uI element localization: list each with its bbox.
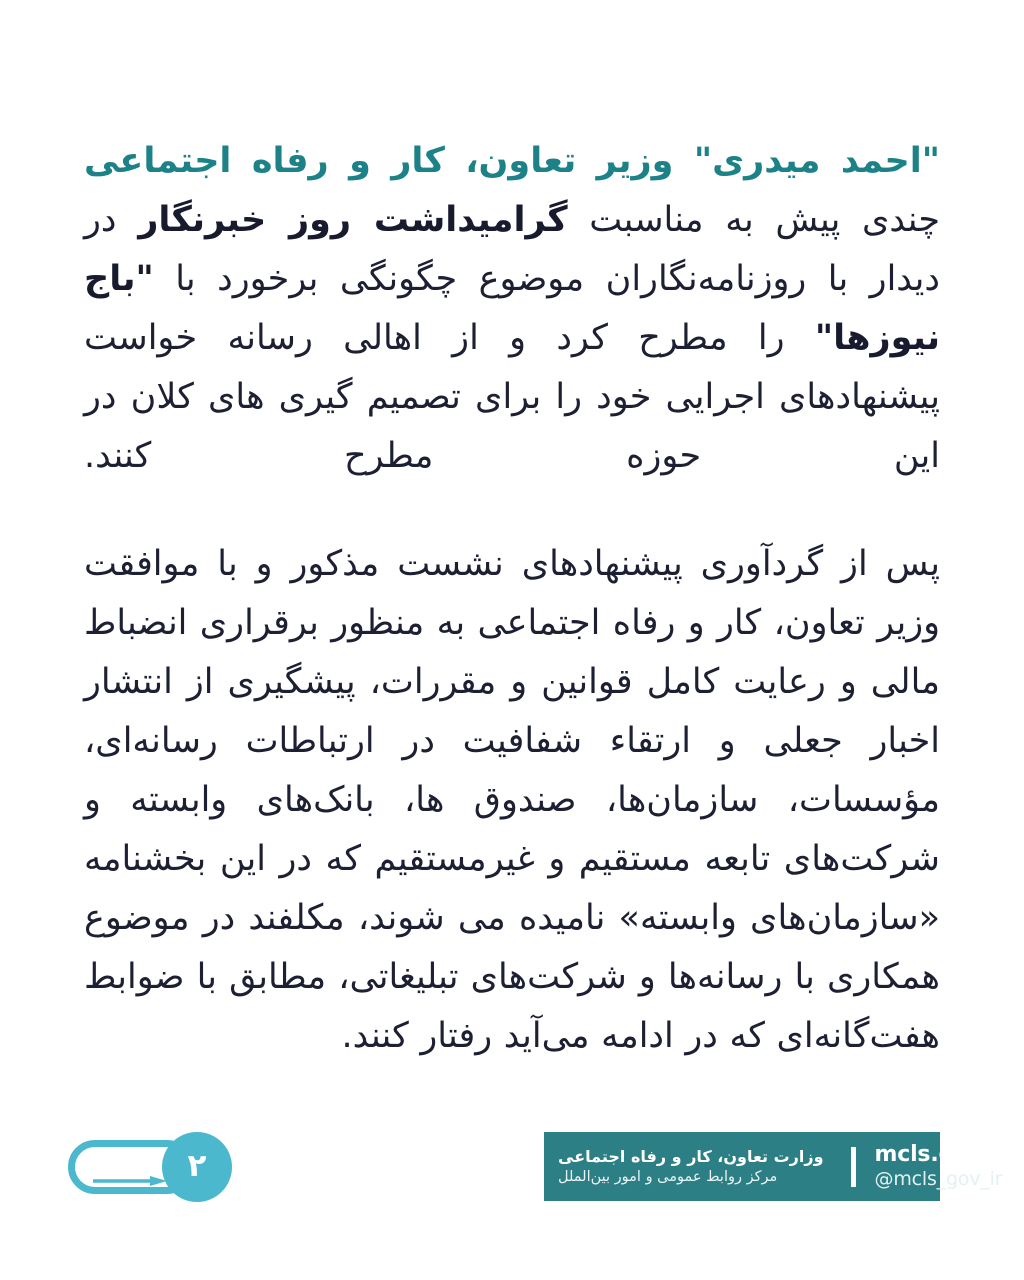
journalist-day-emphasis: گرامیداشت روز خبرنگار [138,200,568,240]
paragraph-1-text-1: چندی پیش به مناسبت [567,200,940,240]
article-body [84,132,940,1066]
page-number-circle [162,1132,232,1202]
paragraph-1 [84,132,940,486]
page-indicator[interactable] [68,1132,228,1202]
ministry-names [558,1148,832,1185]
paragraph-1-text-3: را مطرح کرد و از اهالی رسانه خواست پیشنهادهای اجرایی خود را برای تصمیم گیری های کلان در این حوزه مطرح کنند. [84,318,940,476]
brand-links [875,1143,1008,1189]
paragraph-1-text-2: در دیدار با روزنامه‌نگاران موضوع چگونگی برخورد با [84,200,940,299]
brand-badge [544,1132,1008,1201]
social-handle[interactable]: @mcls_gov_ir [874,1167,1003,1190]
paragraph-2: پس از گردآوری پیشنهادهای نشست مذکور و با موافقت وزیر تعاون، کار و رفاه اجتماعی به منظور برقراری انضباط مالی و رعایت کامل قوانین و مقررات، پیشگیری از انتشار اخبار جعلی و ارتقاء شفافیت در ارتباطات رسانه‌ای، مؤسسات، سازمان‌ها، صندوق ها، بانک‌های وابسته و شرکت‌های تابعه مستقیم و غیرمستقیم که در این بخشنامه «سازمان‌های وابسته» نامیده می شوند، مکلفند در موضوع همکاری با رسانه‌ها و شرکت‌های تبلیغاتی، مطابق با ضوابط هفت‌گانه‌ای که در ادامه می‌آید رفتار کنند. [84,544,940,1056]
ministry-name: وزارت تعاون، کار و رفاه اجتماعی [558,1146,824,1166]
baj-news-emphasis: "باج نیوزها" [84,259,940,358]
footer [0,1128,1024,1214]
arrow-right-icon [93,1176,167,1186]
website-url[interactable]: mcls.gov.ir [874,1142,1008,1168]
page-number-label: ۲ [187,1147,207,1184]
badge-divider [851,1147,856,1187]
minister-name-and-title: "احمد میدری" وزیر تعاون، کار و رفاه اجتماعی [84,141,940,181]
ministry-department: مرکز روابط عمومی و امور بین‌الملل [558,1168,778,1185]
